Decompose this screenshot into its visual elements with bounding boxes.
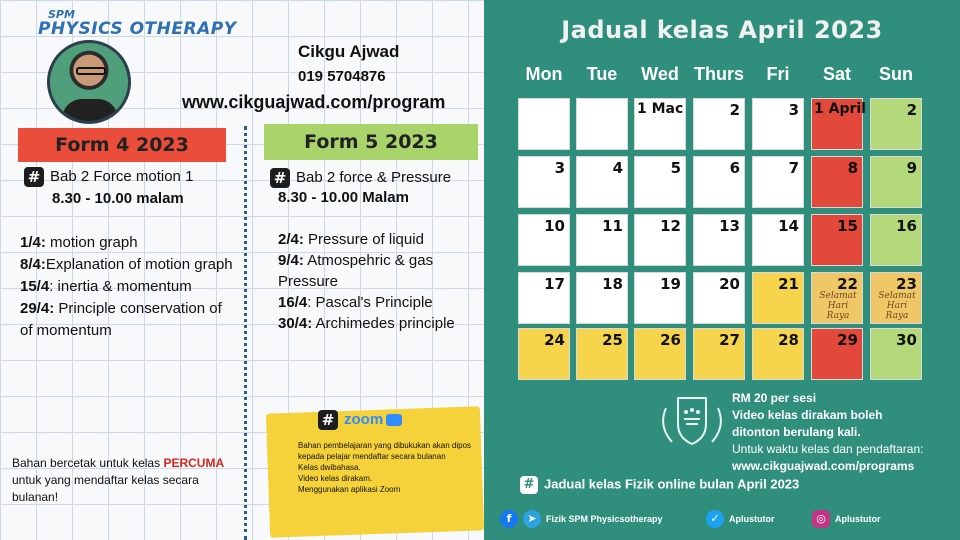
calendar-day-cell: [576, 328, 628, 380]
form4-chapter: [24, 167, 193, 187]
brand-logo: [20, 6, 237, 39]
schedule-topic: : Pascal's Principle: [307, 294, 433, 311]
facebook-icon: f: [500, 510, 518, 528]
calendar-day-cell: [693, 328, 745, 380]
calendar-day-cell: [752, 156, 804, 208]
twitter-link[interactable]: [706, 510, 775, 528]
schedule-date: 15/4: [20, 278, 50, 295]
hashtag-icon: #: [318, 410, 338, 430]
form4-schedule: [20, 232, 235, 342]
day-number: 17: [544, 275, 565, 293]
form5-banner: Form 5 2023: [264, 124, 478, 160]
day-name: Sun: [879, 64, 913, 84]
calendar-day-cell: [870, 328, 922, 380]
zoom-line: Video kelas dirakam.: [298, 474, 373, 483]
telegram-icon: ➤: [523, 510, 541, 528]
schedule-topic: : inertia & momentum: [49, 278, 192, 295]
calendar-day-cell: [752, 98, 804, 150]
shirt-shape: [62, 99, 118, 124]
list-item: [20, 276, 235, 298]
zoom-line: Menggunakan aplikasi Zoom: [298, 485, 401, 494]
calendar-day-cell: [693, 272, 745, 324]
form5-chapter: [270, 168, 451, 188]
day-number: 9: [906, 159, 917, 177]
day-number: 16: [896, 217, 917, 235]
schedule-topic: Atmospehric & gas Pressure: [278, 252, 434, 290]
day-number: 10: [544, 217, 565, 235]
calendar-day-cell: [811, 214, 863, 266]
calendar-day-cell: [518, 328, 570, 380]
form4-time: 8.30 - 10.00 malam: [52, 190, 184, 207]
glasses-shape: [76, 67, 106, 75]
zoom-line: Bahan pembelajaran yang dibukukan akan dipos kepada pelajar mendaftar secara bulanan: [298, 441, 472, 461]
schedule-topic: Archimedes principle: [312, 315, 455, 332]
schedule-date: 1/4:: [20, 234, 46, 251]
schedule-date: 16/4: [278, 294, 308, 311]
instagram-link[interactable]: [812, 510, 881, 528]
calendar-day-cell: [693, 98, 745, 150]
day-number: 27: [719, 331, 740, 349]
day-number: 24: [544, 331, 565, 349]
day-number: 13: [719, 217, 740, 235]
teacher-avatar: [47, 40, 131, 124]
calendar-day-cell: [870, 214, 922, 266]
form5-schedule: [278, 229, 478, 334]
logo-line2: PHYSICS OTHERAPY: [38, 19, 237, 39]
form5-chapter-label: Bab 2 force & Pressure: [296, 168, 452, 186]
calendar-day-cell: [576, 272, 628, 324]
calendar-title: Jadual kelas April 2023: [561, 16, 883, 44]
calendar-day-cell: [870, 98, 922, 150]
day-number: 28: [778, 331, 799, 349]
form5-time: 8.30 - 10.00 Malam: [278, 189, 409, 206]
calendar-day-cell: [752, 328, 804, 380]
day-number: 20: [719, 275, 740, 293]
calendar-day-cell: [634, 98, 686, 150]
day-number: 15: [837, 217, 858, 235]
form4-banner: Form 4 2023: [18, 128, 226, 162]
calendar-day-cell: [518, 272, 570, 324]
instagram-icon: ◎: [812, 510, 830, 528]
form4-chapter-label: Bab 2 Force motion 1: [50, 167, 194, 185]
calendar-day-cell: [576, 214, 628, 266]
calendar-day-cell: [752, 214, 804, 266]
list-item: [278, 229, 478, 250]
hashtag-icon: #: [520, 476, 538, 494]
calendar-day-cell: [518, 156, 570, 208]
day-number: 14: [778, 217, 799, 235]
day-number: 29: [837, 331, 858, 349]
footer-title: [520, 476, 799, 494]
calendar-day-cell: [634, 214, 686, 266]
day-name: Sat: [822, 64, 851, 84]
day-number: 8: [847, 159, 858, 177]
register-url[interactable]: www.cikguajwad.com/programs: [732, 459, 915, 473]
day-number: 5: [670, 159, 681, 177]
day-number: 30: [896, 331, 917, 349]
day-number: 18: [602, 275, 623, 293]
hashtag-icon: #: [24, 167, 44, 187]
teacher-name: Cikgu Ajwad: [298, 42, 400, 61]
pricing-info: [732, 390, 932, 475]
day-name: Fri: [766, 64, 790, 84]
facebook-telegram-link[interactable]: [500, 510, 663, 528]
zoom-details: [298, 440, 474, 495]
column-divider: [244, 126, 247, 540]
calendar-day-cell: [634, 272, 686, 324]
schedule-topic: motion graph: [45, 234, 138, 251]
teacher-phone: 019 5704876: [298, 68, 386, 85]
day-number: 12: [660, 217, 681, 235]
day-number: 3: [554, 159, 565, 177]
day-name: Tue: [586, 64, 618, 84]
calendar-day-cell: [811, 156, 863, 208]
hashtag-icon: #: [270, 168, 290, 188]
printed-material-note: [12, 455, 232, 506]
calendar-day-cell: [811, 272, 863, 324]
instagram-handle: Aplustutor: [835, 514, 881, 524]
calendar-day-cell: [870, 272, 922, 324]
day-number: 6: [729, 159, 740, 177]
calendar-day-cell: [693, 156, 745, 208]
day-name: Thurs: [693, 64, 744, 84]
day-number: 21: [778, 275, 799, 293]
day-number: 26: [660, 331, 681, 349]
zoom-label: zoom: [344, 410, 384, 428]
note-before: Bahan bercetak untuk kelas: [12, 456, 164, 470]
calendar-day-cell: [576, 98, 628, 150]
teacher-url[interactable]: www.cikguajwad.com/program: [182, 92, 446, 112]
calendar-day-cell: [870, 156, 922, 208]
day-number: 2: [729, 101, 740, 119]
register-info: Untuk waktu kelas dan pendaftaran:: [732, 442, 924, 456]
day-name: Mon: [525, 64, 563, 84]
calendar-day-cell: [634, 156, 686, 208]
certificate-badge-icon: [652, 388, 732, 460]
calendar-day-cell: [518, 98, 570, 150]
calendar-day-cell: [752, 272, 804, 324]
video-info: Video kelas dirakam boleh ditonton berulang kali.: [732, 408, 883, 439]
list-item: [20, 298, 235, 342]
day-number: 1 Mac: [637, 101, 684, 117]
facebook-telegram-handle: Fizik SPM Physicsotherapy: [546, 514, 663, 524]
day-number: 23: [896, 275, 917, 293]
footer-title-text: Jadual kelas Fizik online bulan April 2023: [544, 476, 800, 492]
twitter-handle: Aplustutor: [729, 514, 775, 524]
raya-greeting: Selamat Hari Raya: [878, 291, 916, 321]
list-item: [20, 254, 235, 276]
calendar-day-cell: [518, 214, 570, 266]
note-after: untuk yang mendaftar kelas secara bulanan!: [12, 473, 199, 504]
calendar-day-cell: [693, 214, 745, 266]
day-number: 3: [788, 101, 799, 119]
schedule-topic: Pressure of liquid: [303, 231, 424, 248]
schedule-date: 9/4:: [278, 252, 304, 269]
schedule-date: 8/4:: [20, 256, 46, 273]
day-number: 25: [602, 331, 623, 349]
raya-greeting: Selamat Hari Raya: [819, 291, 857, 321]
calendar-day-cell: [811, 98, 866, 150]
price-label: RM 20 per sesi: [732, 391, 817, 405]
zoom-header: [318, 410, 402, 430]
list-item: [278, 313, 478, 334]
zoom-line: Kelas dwibahasa.: [298, 463, 361, 472]
day-number: 19: [660, 275, 681, 293]
day-number: 7: [788, 159, 799, 177]
note-highlight: PERCUMA: [163, 456, 225, 470]
day-number: 22: [837, 275, 858, 293]
schedule-date: 30/4:: [278, 315, 313, 332]
schedule-date: 29/4:: [20, 300, 55, 317]
day-number: 1 April: [814, 101, 866, 117]
day-name: Wed: [641, 64, 679, 84]
list-item: [278, 250, 478, 292]
day-number: 2: [906, 101, 917, 119]
calendar-day-cell: [811, 328, 863, 380]
day-number: 11: [602, 217, 623, 235]
list-item: [278, 292, 478, 313]
list-item: [20, 232, 235, 254]
calendar-day-cell: [634, 328, 686, 380]
schedule-topic: Explanation of motion graph: [45, 256, 233, 273]
camera-icon: [386, 414, 402, 426]
calendar-day-cell: [576, 156, 628, 208]
logo-line1: SPM: [48, 8, 75, 21]
schedule-topic: Principle conservation of of momentum: [20, 300, 222, 339]
twitter-icon: ✓: [706, 510, 724, 528]
schedule-date: 2/4:: [278, 231, 304, 248]
day-number: 4: [612, 159, 623, 177]
